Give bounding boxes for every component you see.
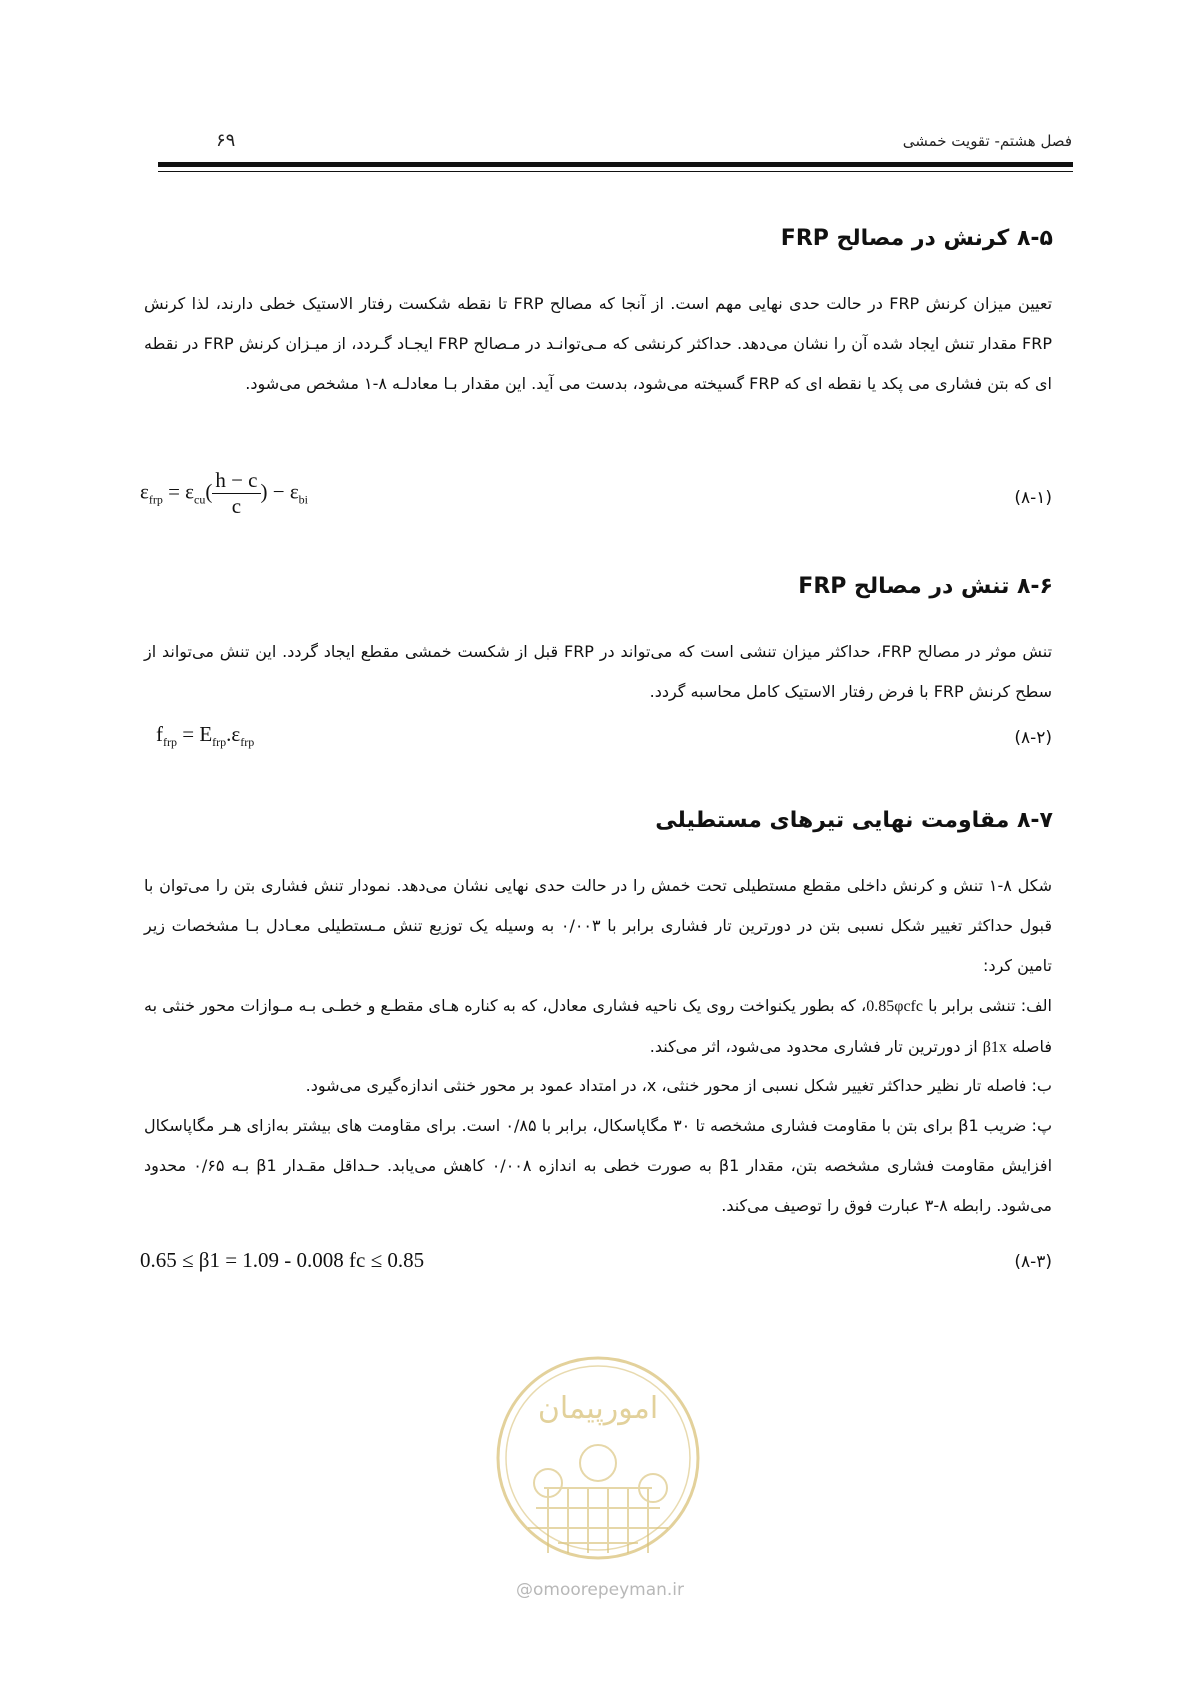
paragraph-stress: تنش موثر در مصالح FRP، حداکثر میزان تنشی است که می‌تواند در FRP قبل از شکست خمشی مقطع ایجاد گردد. این تنش می‌تواند از سطح کرنش FRP با فرض رفتار الاستیک کامل محاسبه گردد. xyxy=(144,642,1053,701)
equation-8-2: $f_{frp} = E_{frp}.\varepsilon_{frp}$ xyxy=(156,722,255,750)
section-heading-ultimate-strength: ۸-۷ مقاومت نهایی تیرهای مستطیلی xyxy=(655,808,1053,833)
equation-number-8-2: (۸-۲) xyxy=(1014,728,1052,748)
watermark-logo xyxy=(488,1338,708,1578)
equation-8-3: 0.65 ≤ β1 = 1.09 - 0.008 fc ≤ 0.85 xyxy=(140,1248,425,1272)
page-header-chapter: فصل هشتم- تقویت خمشی xyxy=(902,132,1072,150)
page-number: ۶۹ xyxy=(216,130,236,151)
watermark-logo-text: امورپیمان xyxy=(537,1391,659,1426)
paragraph-strain: تعیین میزان کرنش FRP در حالت حدی نهایی مهم است. از آنجا که مصالح FRP تا نقطه شکست رفتار الاستیک خطی دارند، لذا کرنش FRP مقدار تنش ایجاد شده آن را نشان می‌دهد. حداکثر کرنشی که مـی‌توانـد در مـصالح FRP ایجـاد گـردد، از میـزان کرنش FRP در نقطه ای که بتن فشاری می پکد یا نقطه ای که FRP گسیخته می‌شود، بدست می آید. این مقدار بـا معادلـه ۸-۱ مشخص می‌شود. xyxy=(144,294,1053,393)
section-heading-stress: ۸-۶ تنش در مصالح FRP xyxy=(798,574,1053,599)
equation-8-1: $\varepsilon_{frp} = \varepsilon_{cu}$( $\frac{h - c}{c}$ ) − $\varepsilon_{bi}$ xyxy=(140,468,309,518)
list-item-a: الف: تنشی برابر با 0.85φcfc، که بطور یکنواخت روی یک ناحیه فشاری معادل، که به کناره هـای مقطـع و خطـی بـه مـوازات محور خنثی به فاصله β1x از دورترین تار فشاری محدود می‌شود، اثر می‌کند. xyxy=(144,996,1053,1056)
list-item-c: پ: ضریب β1 برای بتن با مقاومت فشاری مشخصه تا ۳۰ مگاپاسکال، برابر با ۰/۸۵ است. برای مقاومت های بیشتر به‌ازای هـر مگاپاسکال افزایش مقاومت فشاری مشخصه بتن، مقدار β1 به صورت خطی به اندازه ۰/۰۰۸ کاهش می‌یابد. حـداقل مقـدار β1 بـه ۰/۶۵ محدود می‌شود. رابطه ۸-۳ عبارت فوق را توصیف می‌کند. xyxy=(144,1116,1053,1215)
header-rule-thin xyxy=(158,171,1073,172)
header-rule-thick xyxy=(158,162,1073,167)
section-heading-strain: ۸-۵ کرنش در مصالح FRP xyxy=(780,226,1053,251)
equation-number-8-1: (۸-۱) xyxy=(1014,488,1052,508)
list-item-b: ب: فاصله تار نظیر حداکثر تغییر شکل نسبی از محور خنثی، x، در امتداد عمود بر محور خنثی اندازه‌گیری می‌شود. xyxy=(305,1076,1052,1095)
fraction: $\frac{h - c}{c}$ xyxy=(212,468,260,519)
equation-number-8-3: (۸-۳) xyxy=(1014,1252,1052,1272)
watermark-url: @omoorepeyman.ir xyxy=(516,1580,685,1600)
paragraph-ultimate-strength: شکل ۸-۱ تنش و کرنش داخلی مقطع مستطیلی تحت خمش را در حالت حدی نهایی نشان می‌دهد. نمودار تنش فشاری بتن را می‌توان با قبول حداکثر تغییر شکل نسبی بتن در دورترین تار فشاری برابر با ۰/۰۰۳ به وسیله یک توزیع تنش مـستطیلی معـادل بـا مشخصات زیر تامین کرد: xyxy=(144,876,1052,975)
